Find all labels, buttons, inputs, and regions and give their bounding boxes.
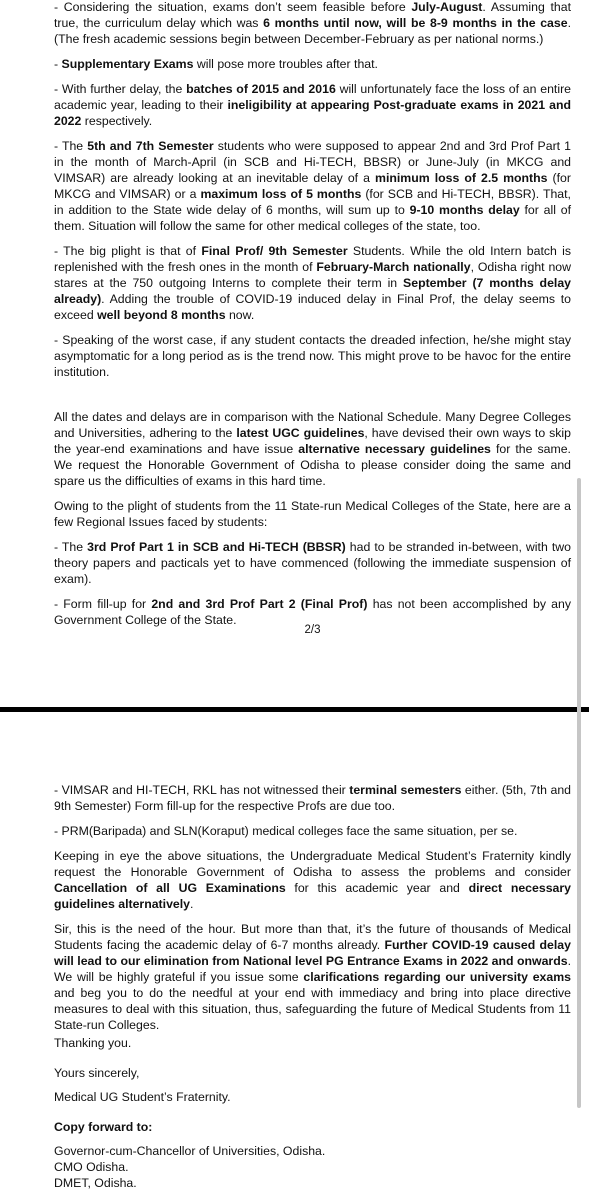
page-divider: [0, 707, 589, 712]
paragraph: [54, 332, 571, 380]
text-run: will pose more troubles after that.: [193, 57, 378, 71]
bold-text: direct necessary guidelines alternatively: [54, 881, 571, 911]
bold-text: 5th and 7th Semester: [87, 139, 214, 153]
paragraph: [54, 0, 571, 47]
text-run: now.: [225, 308, 255, 322]
bold-text: Final Prof/ 9th Semester: [201, 244, 348, 258]
text-run: .: [190, 897, 194, 911]
text-run: - The big plight is that of: [54, 244, 202, 258]
text-run: - Considering the situation, exams don’t seem feasible before: [54, 0, 412, 14]
copy-forward-list: [54, 1143, 571, 1191]
bold-text: 3rd Prof Part 1 in SCB and Hi-TECH (BBSR): [87, 540, 346, 554]
paragraph: [54, 498, 571, 530]
paragraph: [54, 409, 571, 489]
bold-text: terminal semesters: [349, 783, 462, 797]
paragraph: [54, 243, 571, 323]
copy-forward-item: DMET, Odisha.: [54, 1176, 137, 1190]
bold-text: February-March nationally: [316, 260, 471, 274]
text-run: for the same. We request the Honorable Government of Odisha to please consider doing the same and spare us the difficulties of exams in this hard time.: [54, 442, 571, 488]
signature: Medical UG Student’s Fraternity.: [54, 1090, 231, 1104]
bold-text: Cancellation of all UG Examinations: [54, 881, 286, 895]
text-run: -: [54, 57, 62, 71]
page-2-paragraphs: [54, 0, 571, 380]
text-run: . Assuming that true, the curriculum delay which was: [54, 0, 572, 30]
page-number: 2/3: [304, 624, 321, 636]
scrollbar[interactable]: [577, 478, 581, 1108]
bold-text: well beyond 8 months: [97, 308, 226, 322]
page-2-paragraphs-continued: [54, 409, 571, 628]
text-run: (for SCB and Hi-TECH, BBSR). That, in addition to the State wide delay of 6 months, will sum up to: [54, 187, 571, 217]
text-run: . We will be highly grateful if you issue some: [54, 954, 571, 984]
paragraph: [54, 823, 571, 839]
bold-text: maximum loss of 5 months: [200, 187, 362, 201]
text-run: respectively.: [81, 114, 153, 128]
text-run: Keeping in eye the above situations, the Undergraduate Medical Student’s Fraternity kindly request the Honorable Government of Odisha to assess the problems and consider: [54, 849, 571, 879]
text-run: had to be stranded in-between, with two theory papers and pacticals yet to have commenced (following the immediate suspension of exam).: [54, 540, 571, 586]
text-run: , have devised their own ways to skip the year-end examinations and have issue: [54, 426, 571, 456]
text-run: students who were supposed to appear 2nd and 3rd Prof Part 1 in the month of March-April (in SCB and Hi-TECH, BBSR) or June-July (in MKCG and VIMSAR) are already looking at an inevitable delay of a: [54, 139, 572, 185]
copy-forward-item: CMO Odisha.: [54, 1160, 129, 1174]
copy-forward-heading: Copy forward to:: [54, 1120, 153, 1134]
copy-forward-item: Governor-cum-Chancellor of Universities, Odisha.: [54, 1144, 326, 1158]
text-run: and beg you to do the needful at your end with immediacy and bring into place directive measures to deal with this situation, thus, safeguarding the future of Medical Students from 11 State-run Colleges.: [54, 986, 571, 1032]
text-run: . Adding the trouble of COVID-19 induced delay in Final Prof, the delay seems to exceed: [54, 292, 571, 322]
text-run: - The: [54, 540, 88, 554]
text-run: . (The fresh academic sessions begin between December-February as per national norms.): [54, 16, 571, 46]
text-run: for this academic year and: [285, 881, 469, 895]
closing-paragraph: [54, 921, 571, 1033]
page-3-paragraphs: [54, 782, 571, 912]
thanks-line: Thanking you.: [54, 1036, 132, 1050]
bold-text: ineligibility at appearing Post-graduate exams in 2021 and 2022: [54, 98, 571, 128]
paragraph: [54, 539, 571, 587]
bold-text: minimum loss of 2.5 months: [375, 171, 548, 185]
bold-text: July-August: [411, 0, 483, 14]
bold-text: 2nd and 3rd Prof Part 2 (Final Prof): [151, 597, 368, 611]
text-run: either. (5th, 7th and 9th Semester) Form fill-up for the respective Profs are due too.: [54, 783, 571, 813]
text-run: All the dates and delays are in comparison with the National Schedule. Many Degree Colleges and Universities, adhering to the: [54, 410, 571, 440]
paragraph-gap: [54, 389, 571, 409]
document-page-3: [0, 782, 589, 1191]
text-run: for all of them. Situation will follow the same for other medical colleges of the state, too.: [54, 203, 571, 233]
bold-text: 6 months until now, will be 8-9 months in the case: [263, 16, 568, 30]
text-run: Owing to the plight of students from the 11 State-run Medical Colleges of the State, here are a few Regional Issues faced by students:: [54, 499, 571, 529]
bold-text: clarifications regarding our university exams: [303, 970, 571, 984]
text-run: - Form fill-up for: [54, 597, 152, 611]
bold-text: Further COVID-19 caused delay will lead to our elimination from National level PG Entrance Exams in 2022 and onwards: [54, 938, 571, 968]
paragraph: [54, 848, 571, 912]
text-run: - VIMSAR and HI-TECH, RKL has not witnessed their: [54, 783, 350, 797]
salutation: Yours sincerely,: [54, 1066, 140, 1080]
text-run: , Odisha right now stares at the 750 outgoing Interns to complete their term in: [54, 260, 572, 290]
text-run: - Speaking of the worst case, if any student contacts the dreaded infection, he/she might stay asymptomatic for a long period as is the trend now. This might prove to be havoc for the entire institution.: [54, 333, 571, 379]
bold-text: alternative necessary guidelines: [298, 442, 491, 456]
text-run: Students. While the old Intern batch is replenished with the fresh ones in the month of: [54, 244, 572, 274]
paragraph: [54, 81, 571, 129]
paragraph: [54, 782, 571, 814]
paragraph: [54, 138, 571, 234]
bold-text: latest UGC guidelines: [236, 426, 365, 440]
text-run: has not been accomplished by any Government College of the State.: [54, 597, 571, 627]
text-run: - PRM(Baripada) and SLN(Koraput) medical colleges face the same situation, per se.: [54, 824, 518, 838]
paragraph: [54, 56, 571, 72]
text-run: (for MKCG and VIMSAR) or a: [54, 171, 571, 201]
text-run: will unfortunately face the loss of an entire academic year, leading to their: [54, 82, 572, 112]
text-run: - With further delay, the: [54, 82, 187, 96]
bold-text: Supplementary Exams: [61, 57, 194, 71]
bold-text: September (7 months delay already): [54, 276, 572, 306]
bold-text: batches of 2015 and 2016: [186, 82, 336, 96]
text-run: Sir, this is the need of the hour. But more than that, it’s the future of thousands of Medical Students facing the academic delay of 6-7 months already.: [54, 922, 571, 952]
bold-text: 9-10 months delay: [409, 203, 520, 217]
text-run: - The: [54, 139, 88, 153]
